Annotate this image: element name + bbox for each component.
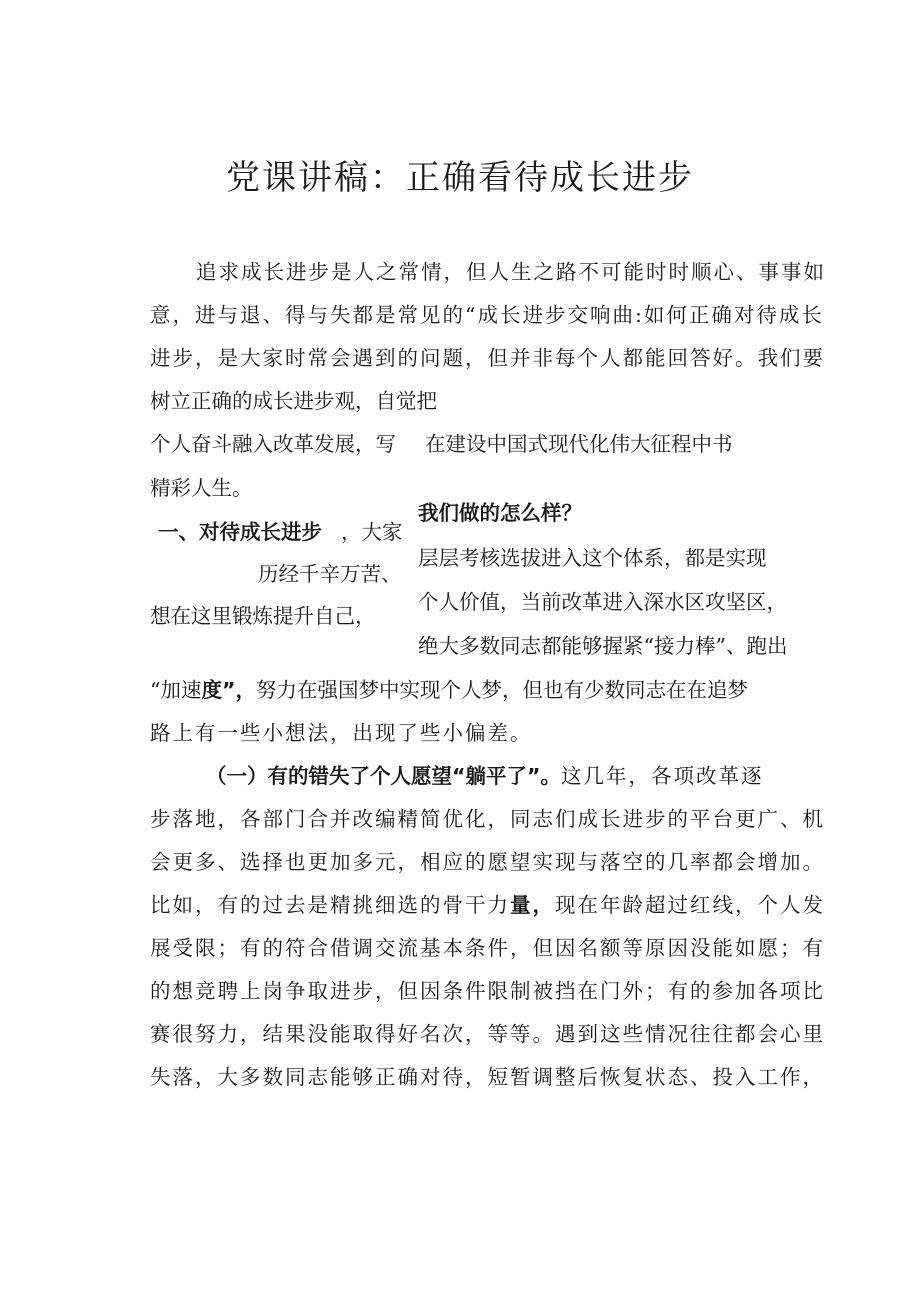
subsection-line-1: 这几年，各项改革逐 xyxy=(560,764,764,788)
col-right-line-1: 层层考核选拔进入这个体系，都是实现 xyxy=(418,546,767,570)
section-heading: 一、对待成长进步 xyxy=(158,520,322,544)
intro-line-5a: 个人奋斗融入改革发展，写 xyxy=(150,432,396,456)
intro-line-6: 精彩人生。 xyxy=(150,476,253,500)
section-line-1 xyxy=(150,676,748,704)
section-heading-tail: ，大家 xyxy=(341,520,403,544)
subsection-heading: （一）有的错失了个人愿望“躺平了”。 xyxy=(206,764,561,788)
intro-line-5b: 在建设中国式现代化伟大征程中书 xyxy=(425,432,733,456)
subsection-line-4-c: 现在年龄超过红线，个人发 xyxy=(555,893,825,917)
subsection-line-4-b: 量， xyxy=(510,893,555,917)
subsection-line-8: 失落，大多数同志能够正确对待，短暂调整后恢复状态、投入工作， xyxy=(150,1065,825,1089)
intro-line-2: 意，进与退、得与失都是常见的“成长进步交响曲:如何正确对待成长 xyxy=(150,303,824,327)
subsection-line-2: 步落地，各部门合并改编精简优化，同志们成长进步的平台更广、机 xyxy=(150,807,825,831)
section-line-1-a: “加速 xyxy=(150,678,202,702)
col-left-line-2: 想在这里锻炼提升自己， xyxy=(150,604,376,628)
col-right-line-2: 个人价值，当前改革进入深水区攻坚区， xyxy=(418,590,787,614)
page-title: 党课讲稿：正确看待成长进步 xyxy=(226,158,694,198)
subsection-line-5: 展受限；有的符合借调交流基本条件，但因名额等原因没能如愿；有 xyxy=(150,936,825,960)
subsection-line-6: 的想竞聘上岗争取进步，但因条件限制被挡在门外；有的参加各项比 xyxy=(150,979,825,1003)
subsection-first-line xyxy=(206,762,763,790)
subsection-line-4 xyxy=(150,891,825,919)
col-right-line-3: 绝大多数同志都能够握紧“接力棒”、跑出 xyxy=(418,634,788,658)
section-line-1-b: 度”， xyxy=(201,678,256,702)
intro-line-1: 追求成长进步是人之常情，但人生之路不可能时时顺心、事事如 xyxy=(196,260,826,284)
section-line-1-c: 努力在强国梦中实现个人梦，但也有少数同志在在追梦 xyxy=(255,678,748,702)
intro-line-3: 进步，是大家时常会遇到的问题，但并非每个人都能回答好。我们要 xyxy=(150,346,825,370)
col-left-line-1: 历经千辛万苦、 xyxy=(258,562,402,586)
section-line-2: 路上有一些小想法，出现了些小偏差。 xyxy=(150,721,533,745)
intro-line-4: 树立正确的成长进步观，自觉把 xyxy=(150,389,437,413)
subsection-line-7: 赛很努力，结果没能取得好名次，等等。遇到这些情况往往都会心里 xyxy=(150,1022,825,1046)
subsection-line-4-a: 比如，有的过去是精挑细选的骨干力 xyxy=(150,893,510,917)
subsection-line-3: 会更多、选择也更加多元，相应的愿望实现与落空的几率都会增加。 xyxy=(150,850,825,874)
side-question: 我们做的怎么样？ xyxy=(418,501,582,525)
